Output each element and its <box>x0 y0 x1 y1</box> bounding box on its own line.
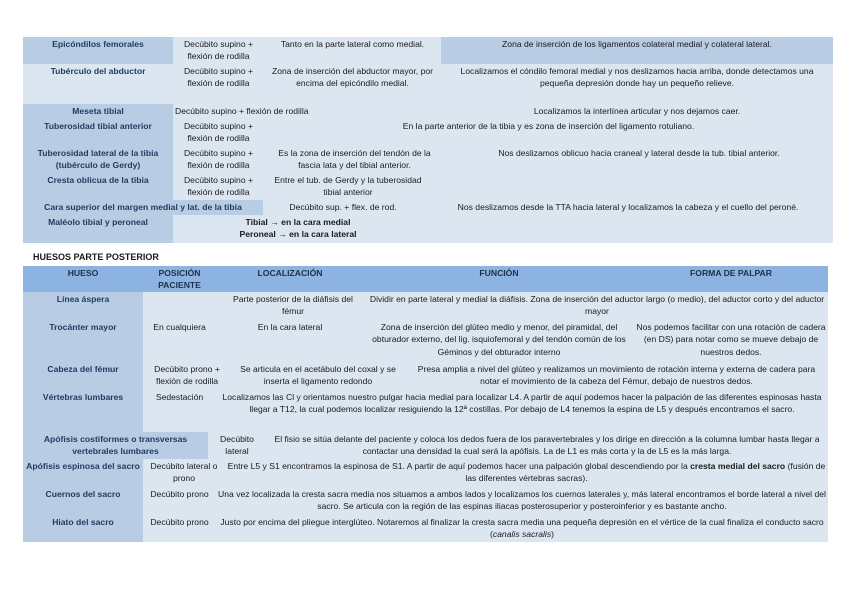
bone-name: Cuernos del sacro <box>23 487 143 515</box>
palpation-highlight: cresta medial del sacro <box>690 461 786 471</box>
empty-cell <box>432 173 833 200</box>
header-funcion: FUNCIÓN <box>364 266 634 292</box>
bone-name: Apófisis costiformes o transversas vertebrales lumbares <box>23 432 208 459</box>
bone-location <box>173 215 423 243</box>
palpation-latin-term: canalis sacralis <box>492 529 552 540</box>
bone-function: Zona de inserción del glúteo medio y menor, del piramidal, del obturador externo, del lig. isquiofemoral y del tendón común de los Géminos y del obturador interno <box>364 320 634 362</box>
patient-position: Decúbito supino + flexión de rodilla <box>173 37 264 64</box>
patient-position: Decúbito supino + flexión de rodilla <box>173 104 343 119</box>
bone-name: Tuberosidad tibial anterior <box>23 119 173 146</box>
patient-position: En cualquiera <box>143 320 216 362</box>
patient-position: Decúbito lateral o prono <box>143 459 225 487</box>
bone-name: Cresta oblicua de la tibia <box>23 173 173 200</box>
patient-position <box>143 292 220 320</box>
patient-position: Decúbito supino + flexión de rodilla <box>173 173 264 200</box>
bone-location: Zona de inserción del abductor mayor, por encima del epicóndilo medial. <box>264 64 441 104</box>
palpation-method <box>216 515 828 542</box>
patient-position: Decúbito prono <box>143 487 216 515</box>
patient-position: Decúbito prono <box>143 515 216 542</box>
bone-function: Nos deslizamos desde la TTA hacia lateral y localizamos la cabeza y el cuello del peroné. <box>423 200 833 215</box>
patient-position: Decúbito lateral <box>208 432 266 459</box>
patient-position: Decúbito prono + flexión de rodilla <box>143 362 231 390</box>
bone-function: Localizamos el cóndilo femoral medial y nos deslizamos hacia arriba, donde detectamos una pequeña depresión donde hay un pequeño relieve. <box>441 64 833 104</box>
bone-name: Epicóndilos femorales <box>23 37 173 64</box>
bone-location: Es la zona de inserción del tendón de la fascia lata y del tibial anterior. <box>264 146 445 173</box>
bone-function: Dividir en parte lateral y medial la diáfisis. Zona de inserción del aductor largo (o medio), del aductor corto y del aductor mayor <box>366 292 828 320</box>
bone-function: Zona de inserción de los ligamentos colateral medial y colateral lateral. <box>441 37 833 64</box>
patient-position: Decúbito supino + flexión de rodilla <box>173 64 264 104</box>
bone-name: Meseta tibial <box>23 104 173 119</box>
bone-location: Se articula en el acetábulo del coxal y se inserta el ligamento redondo <box>231 362 405 390</box>
patient-position: Decúbito supino + flexión de rodilla <box>173 146 264 173</box>
palpation-text: Justo por encima del pliegue interglúteo. Notaremos al finalizar la cresta sacra media una pequeña depresión en el vértice de la cual finaliza el conducto sacro ( <box>220 517 824 540</box>
palpation-text-end: ) <box>551 529 555 540</box>
header-localizacion: LOCALIZACIÓN <box>216 266 364 292</box>
palpation-text-end: (fusión de las diferentes vértebras sacras). <box>465 461 826 484</box>
bone-name: Maléolo tibial y peroneal <box>23 215 173 243</box>
header-forma: FORMA DE PALPAR <box>634 266 828 292</box>
bone-location: Entre el tub. de Gerdy y la tuberosidad tibial anterior <box>264 173 432 200</box>
bone-name: Tuberosidad lateral de la tibia (tubérculo de Gerdy) <box>23 146 173 173</box>
bone-name: Vértebras lumbares <box>23 390 143 432</box>
palpation-method: Localizamos las Cl y orientamos nuestro pulgar hacia medial para localizar L4. A partir de aquí podemos hacer la palpación de las diferentes espinosas hasta llegar a T12, la cual podemos localizar resiguiendo la 12ª costillas. Por debajo de L4 tenemos la espina de L5 y después encontramos el sacro. <box>216 390 828 432</box>
patient-position: Decúbito sup. + flex. de rod. <box>263 200 423 215</box>
bone-function: En la parte anterior de la tibia y es zona de inserción del ligamento rotuliano. <box>264 119 833 146</box>
bone-name: Línea áspera <box>23 292 143 320</box>
patient-position: Decúbito supino + flexión de rodilla <box>173 119 264 146</box>
header-hueso: HUESO <box>23 266 143 292</box>
header-posicion: POSICIÓN PACIENTE <box>143 266 216 292</box>
palpation-method: Una vez localizada la cresta sacra media nos situamos a ambos lados y localizamos los cuernos laterales y, más lateral encontramos el borde lateral a nivel del sacro. Se articula con la región de las espinas iliacas posterosuperior y posteroinferior y es bastante ancho. <box>216 487 828 515</box>
patient-position: Sedestación <box>143 390 216 432</box>
bone-location: Tanto en la parte lateral como medial. <box>264 37 441 64</box>
palpation-method: El fisio se sitúa delante del paciente y coloca los dedos fuera de los paravertebrales y los dirige en dirección a la columna lumbar hasta llegar a contactar una densidad la cual será la apófisis. La de L1 es más corta y la de L5 es la más larga. <box>266 432 828 459</box>
bone-name: Cabeza del fémur <box>23 362 143 390</box>
bone-location: Parte posterior de la diáfisis del fémur <box>220 292 366 320</box>
empty-cell <box>423 215 833 243</box>
tibial-location: Tibial → en la cara medial <box>245 217 351 227</box>
palpation-text: Entre L5 y S1 encontramos la espinosa de S1. A partir de aquí podemos hacer una palpación global descendiendo por la <box>227 461 691 471</box>
bone-name: Trocánter mayor <box>23 320 143 362</box>
palpation-method: Nos podemos facilitar con una rotación de cadera (en DS) para notar como se mueve debajo de nuestros dedos. <box>634 320 828 362</box>
peroneal-location: Peroneal → en la cara lateral <box>239 229 357 240</box>
section-title: HUESOS PARTE POSTERIOR <box>33 252 159 262</box>
bone-name: Cara superior del margen medial y lat. de la tibia <box>23 200 263 215</box>
bone-function: Nos deslizamos oblicuo hacia craneal y lateral desde la tub. tibial anterior. <box>445 146 833 173</box>
bone-name: Tubérculo del abductor <box>23 64 173 104</box>
bone-location: En la cara lateral <box>216 320 364 362</box>
bone-name: Apófisis espinosa del sacro <box>23 459 143 487</box>
palpation-method: Presa amplia a nivel del glúteo y realizamos un movimiento de rotación interna y externa de cadera para notar el movimiento de la cabeza del Fémur, debajo de nuestros dedos. <box>405 362 828 390</box>
bone-function: Localizamos la interlínea articular y nos dejamos caer. <box>343 104 833 119</box>
palpation-method <box>225 459 828 487</box>
bone-name: Hiato del sacro <box>23 515 143 542</box>
